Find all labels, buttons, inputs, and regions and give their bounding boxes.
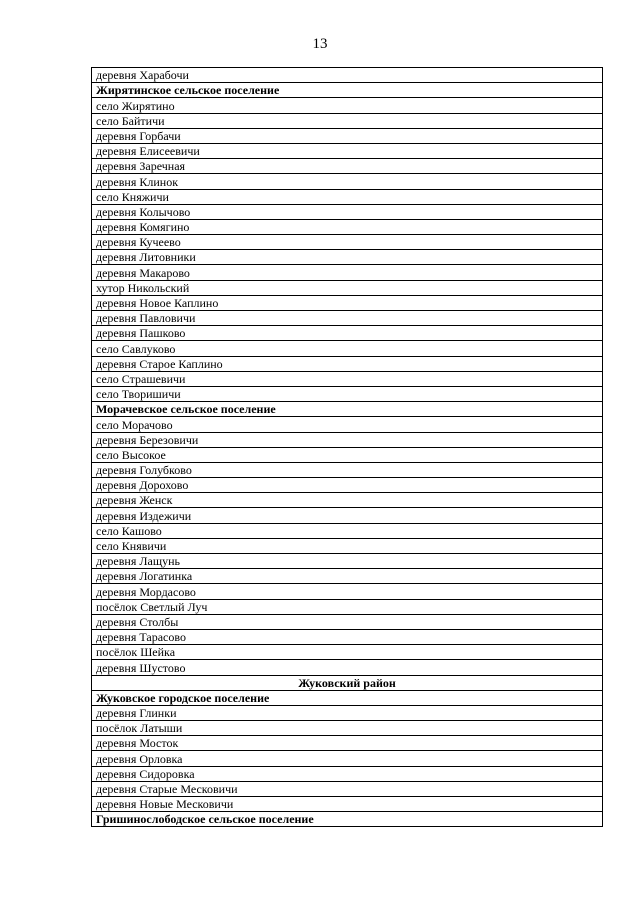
settlement-cell: деревня Голубково: [92, 462, 603, 477]
settlements-table-body: [92, 68, 603, 827]
table-row: [92, 554, 603, 569]
section-header-row: [92, 812, 603, 827]
table-row: [92, 721, 603, 736]
table-row: [92, 174, 603, 189]
settlement-cell: посёлок Латыши: [92, 721, 603, 736]
settlements-table: [91, 67, 603, 827]
settlement-cell: деревня Макарово: [92, 265, 603, 280]
settlement-cell: деревня Дорохово: [92, 478, 603, 493]
table-row: [92, 113, 603, 128]
table-row: [92, 478, 603, 493]
settlement-cell: деревня Заречная: [92, 159, 603, 174]
section-header-row: [92, 690, 603, 705]
section-title: Гришинослободское сельское поселение: [92, 812, 603, 827]
settlement-cell: деревня Женск: [92, 493, 603, 508]
table-row: [92, 189, 603, 204]
settlement-cell: деревня Павловичи: [92, 311, 603, 326]
table-row: [92, 295, 603, 310]
section-header-row: [92, 402, 603, 417]
settlement-cell: село Высокое: [92, 447, 603, 462]
table-row: [92, 736, 603, 751]
table-row: [92, 159, 603, 174]
settlement-cell: хутор Никольский: [92, 280, 603, 295]
section-header-row: [92, 83, 603, 98]
table-row: [92, 356, 603, 371]
table-row: [92, 523, 603, 538]
settlement-cell: деревня Пашково: [92, 326, 603, 341]
section-title: Жирятинское сельское поселение: [92, 83, 603, 98]
section-title: Жуковское городское поселение: [92, 690, 603, 705]
settlement-cell: село Жирятино: [92, 98, 603, 113]
table-row: [92, 781, 603, 796]
settlement-cell: деревня Елисеевичи: [92, 143, 603, 158]
table-row: [92, 629, 603, 644]
table-row: [92, 432, 603, 447]
settlement-cell: посёлок Светлый Луч: [92, 599, 603, 614]
settlement-cell: село Кашово: [92, 523, 603, 538]
table-row: [92, 250, 603, 265]
settlement-cell: деревня Литовники: [92, 250, 603, 265]
table-row: [92, 128, 603, 143]
table-row: [92, 98, 603, 113]
settlement-cell: деревня Орловка: [92, 751, 603, 766]
table-row: [92, 311, 603, 326]
table-row: [92, 766, 603, 781]
settlement-cell: деревня Тарасово: [92, 629, 603, 644]
settlement-cell: деревня Мордасово: [92, 584, 603, 599]
settlement-cell: село Страшевичи: [92, 371, 603, 386]
settlement-cell: село Савлуково: [92, 341, 603, 356]
settlement-cell: село Морачово: [92, 417, 603, 432]
table-row: [92, 538, 603, 553]
settlement-cell: деревня Глинки: [92, 705, 603, 720]
table-row: [92, 493, 603, 508]
table-row: [92, 447, 603, 462]
table-row: [92, 326, 603, 341]
table-row: [92, 645, 603, 660]
settlement-cell: деревня Новые Месковичи: [92, 797, 603, 812]
settlement-cell: деревня Клинок: [92, 174, 603, 189]
table-row: [92, 341, 603, 356]
settlement-cell: село Творишичи: [92, 386, 603, 401]
section-title: Морачевское сельское поселение: [92, 402, 603, 417]
table-row: [92, 462, 603, 477]
table-row: [92, 235, 603, 250]
settlement-cell: деревня Березовичи: [92, 432, 603, 447]
settlement-cell: посёлок Шейка: [92, 645, 603, 660]
settlement-cell: деревня Старые Месковичи: [92, 781, 603, 796]
table-row: [92, 68, 603, 83]
settlement-cell: деревня Комягино: [92, 219, 603, 234]
table-row: [92, 386, 603, 401]
settlement-cell: деревня Новое Каплино: [92, 295, 603, 310]
settlement-cell: деревня Шустово: [92, 660, 603, 675]
settlement-cell: деревня Мосток: [92, 736, 603, 751]
table-row: [92, 219, 603, 234]
table-row: [92, 614, 603, 629]
settlement-cell: деревня Старое Каплино: [92, 356, 603, 371]
district-title: Жуковский район: [92, 675, 603, 690]
district-header-row: [92, 675, 603, 690]
page-number: 13: [312, 36, 328, 52]
table-row: [92, 797, 603, 812]
settlement-cell: село Княжичи: [92, 189, 603, 204]
table-row: [92, 660, 603, 675]
settlement-cell: деревня Сидоровка: [92, 766, 603, 781]
table-row: [92, 265, 603, 280]
table-row: [92, 599, 603, 614]
table-row: [92, 508, 603, 523]
table-row: [92, 371, 603, 386]
table-row: [92, 143, 603, 158]
settlement-cell: деревня Кучеево: [92, 235, 603, 250]
settlement-cell: деревня Горбачи: [92, 128, 603, 143]
table-row: [92, 584, 603, 599]
settlement-cell: деревня Издежичи: [92, 508, 603, 523]
table-row: [92, 751, 603, 766]
table-row: [92, 569, 603, 584]
settlement-cell: село Княвичи: [92, 538, 603, 553]
table-row: [92, 280, 603, 295]
settlement-cell: деревня Лащунь: [92, 554, 603, 569]
settlement-cell: село Байтичи: [92, 113, 603, 128]
settlement-cell: деревня Логатинка: [92, 569, 603, 584]
settlement-cell: деревня Харабочи: [92, 68, 603, 83]
table-row: [92, 417, 603, 432]
settlement-cell: деревня Колычово: [92, 204, 603, 219]
table-row: [92, 204, 603, 219]
table-row: [92, 705, 603, 720]
settlement-cell: деревня Столбы: [92, 614, 603, 629]
